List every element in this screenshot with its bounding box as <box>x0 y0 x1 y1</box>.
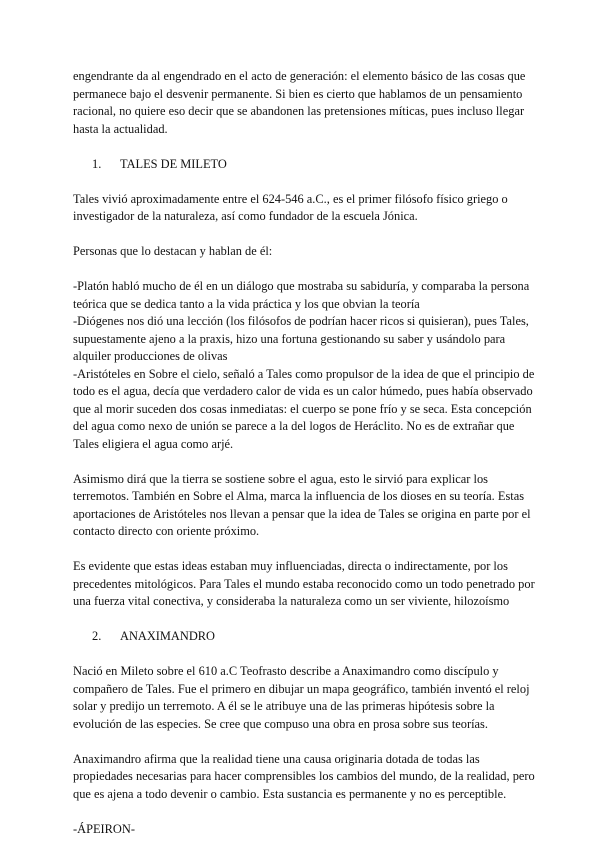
text-line: supuestamente ajeno a la praxis, hizo una fortuna gestionando su saber y usándolo para <box>73 331 506 346</box>
text-line: solar y predijo un terremoto. A él se le atribuye una de las primeras hipótesis sobre la <box>73 699 495 713</box>
text-line: aportaciones de Aristóteles nos llevan a pensar que la idea de Tales se origina en parte por el <box>73 506 531 521</box>
text-line: terremotos. También en Sobre el Alma, marca la influencia de los dioses en su teoría. Estas <box>73 489 525 503</box>
paragraph <box>73 558 535 611</box>
section-heading-tales <box>73 156 530 174</box>
section-number: 2. <box>92 629 102 643</box>
paragraph <box>73 278 535 453</box>
text-line: racional, no quiere eso decir que se abandonen las pretensiones míticas, pues incluso llegar <box>73 104 525 118</box>
text-line: permanece bajo el desvenir permanente. Si bien es cierto que hablamos de un pensamiento <box>73 86 523 101</box>
text-line: propiedades necesarias para hacer comprensibles los cambios del mundo, de la realidad, pero <box>73 769 535 783</box>
text-line: evolución de las especies. Se cree que compuso una obra en prosa sobre sus teorías. <box>73 716 488 731</box>
paragraph <box>73 751 535 804</box>
paragraph <box>73 191 530 226</box>
text-line: -Platón habló mucho de él en un diálogo que mostraba su sabiduría, y comparaba la persona <box>73 279 530 293</box>
text-line: engendrante da al engendrado en el acto de generación: el elemento básico de las cosas que <box>73 69 526 83</box>
text-line: del agua como nexo de unión se parece a la del logos de Heráclito. No es de extrañar que <box>73 419 515 433</box>
text-line: Nació en Mileto sobre el 610 a.C Teofrasto describe a Anaximandro como discípulo y <box>73 664 499 678</box>
paragraph <box>73 243 530 261</box>
section-title: ANAXIMANDRO <box>120 629 215 643</box>
text-line: que al morir suceden dos cosas inmediatas: el cuerpo se pone frío y se seca. Esta concepción <box>73 401 532 416</box>
text-line: -Aristóteles en Sobre el cielo, señaló a Tales como propulsor de la idea de que el principio de <box>73 366 535 381</box>
text-line: alquiler producciones de olivas <box>73 349 228 363</box>
text-line: contacto directo con oriente próximo. <box>73 524 260 538</box>
paragraph <box>73 663 530 733</box>
text-line: investigador de la naturaleza, así como fundador de la escuela Jónica. <box>73 209 418 223</box>
text-line: Es evidente que estas ideas estaban muy influenciadas, directa o indirectamente, por los <box>73 559 508 573</box>
intro-paragraph <box>73 68 530 138</box>
text-line: todo es el agua, decía que verdadero calor de vida es un calor húmedo, pues había observado <box>73 384 533 398</box>
text-line: precedentes mitológicos. Para Tales el mundo estaba reconocido como un todo penetrado por <box>73 576 535 591</box>
text-line: Personas que lo destacan y hablan de él: <box>73 244 273 258</box>
text-line: Tales eligiera el agua como arjé. <box>73 436 234 451</box>
subtitle-apeiron: -ÁPEIRON- <box>73 821 135 836</box>
text-line: hasta la actualidad. <box>73 121 168 136</box>
text-line: teórica que se dedica tanto a la vida práctica y los que obvian la teoría <box>73 296 420 311</box>
text-line: Asimismo dirá que la tierra se sostiene sobre el agua, esto le sirvió para explicar los <box>73 471 488 486</box>
section-title: TALES DE MILETO <box>120 156 227 171</box>
text-line: Tales vivió aproximadamente entre el 624-546 a.C., es el primer filósofo físico griego o <box>73 191 508 206</box>
text-line: que es ajena a todo devenir o cambio. Esta sustancia es permanente y no es perceptible. <box>73 786 507 801</box>
text-line: -Diógenes nos dió una lección (los filósofos de podrían hacer ricos si quisieran), pues Tales, <box>73 314 529 328</box>
section-heading-anaximandro <box>73 628 530 646</box>
section-number: 1. <box>92 156 102 171</box>
text-line: Anaximandro afirma que la realidad tiene una causa originaria dotada de todas las <box>73 751 480 766</box>
text-line: una fuerza vital conectiva, y consideraba la naturaleza como un ser viviente, hilozoísmo <box>73 594 510 608</box>
text-line: compañero de Tales. Fue el primero en dibujar un mapa geográfico, también inventó el reloj <box>73 681 530 696</box>
paragraph <box>73 471 530 541</box>
